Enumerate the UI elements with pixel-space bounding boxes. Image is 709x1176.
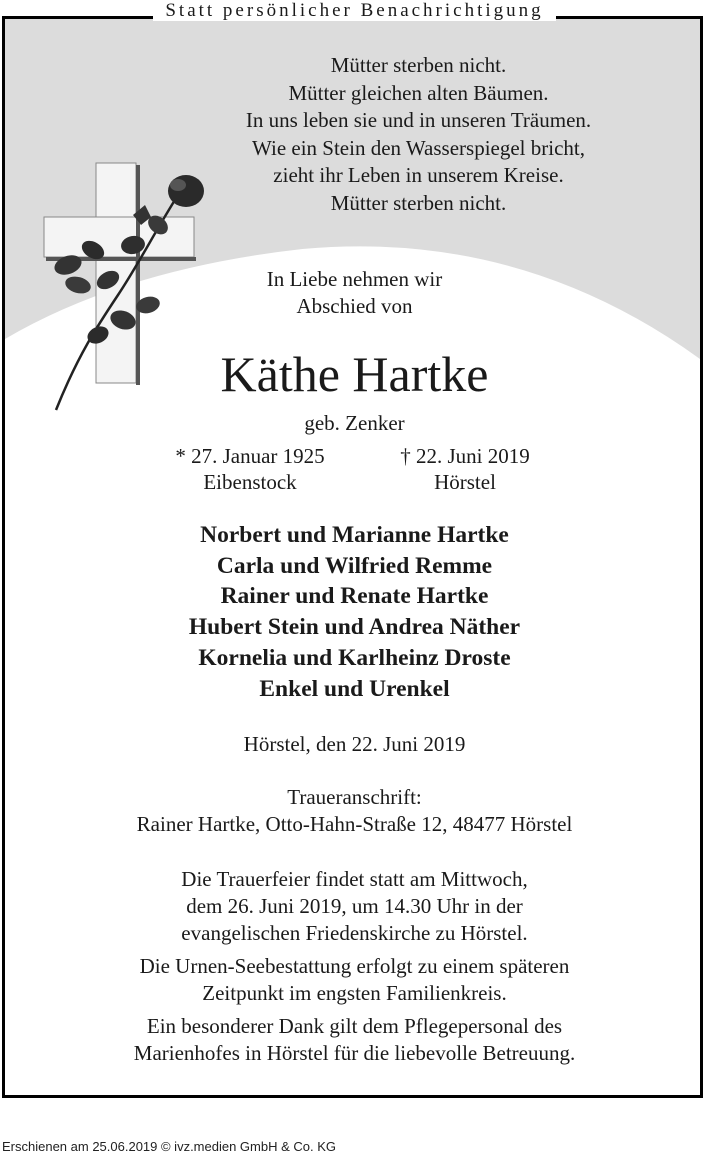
poem-line: Mütter gleichen alten Bäumen. xyxy=(288,80,549,105)
service-line: Ein besonderer Dank gilt dem Pflegepersonal des xyxy=(146,1014,563,1038)
family-line: Kornelia und Karlheinz Droste xyxy=(198,644,511,671)
family-line: Hubert Stein und Andrea Näther xyxy=(188,614,521,641)
service-line: Die Urnen-Seebestattung erfolgt zu einem späteren xyxy=(139,954,570,978)
service-line: Zeitpunkt im engsten Familienkreis. xyxy=(202,981,507,1005)
burial-paragraph xyxy=(0,953,709,1007)
family-list xyxy=(0,520,709,704)
death-date: † 22. Juni 2019 xyxy=(400,444,530,468)
poem-line: Wie ein Stein den Wasserspiegel bricht, xyxy=(252,135,585,160)
family-line: Rainer und Renate Hartke xyxy=(220,583,489,610)
address-line: Rainer Hartke, Otto-Hahn-Straße 12, 48477 Hörstel xyxy=(136,812,573,836)
birth-info xyxy=(150,443,350,495)
poem-line: In uns leben sie und in unseren Träumen. xyxy=(245,108,592,132)
header-title: Statt persönlicher Benachrichtigung xyxy=(0,0,709,22)
service-line: evangelischen Friedenskirche zu Hörstel. xyxy=(181,921,528,945)
poem-line: Mütter sterben nicht. xyxy=(330,53,507,77)
service-paragraph xyxy=(0,866,709,947)
family-line: Norbert und Marianne Hartke xyxy=(200,522,509,548)
death-place: Hörstel xyxy=(434,470,496,494)
thanks-paragraph xyxy=(0,1013,709,1067)
poem xyxy=(0,52,709,217)
service-line: dem 26. Juni 2019, um 14.30 Uhr in der xyxy=(186,894,523,918)
address-label: Traueranschrift: xyxy=(287,785,422,809)
family-line: Carla und Wilfried Remme xyxy=(216,552,493,579)
poem-line: zieht ihr Leben in unserem Kreise. xyxy=(273,163,564,187)
intro-line: Abschied von xyxy=(296,294,413,318)
family-line: Enkel und Urenkel xyxy=(259,675,450,702)
poem-line: Mütter sterben nicht. xyxy=(330,190,507,215)
service-info xyxy=(0,866,709,1067)
address xyxy=(0,784,709,838)
place-date: Hörstel, den 22. Juni 2019 xyxy=(243,732,466,756)
born-name: geb. Zenker xyxy=(304,411,405,435)
intro xyxy=(0,266,709,320)
publication-footer: Erschienen am 25.06.2019 © ivz.medien GmbH & Co. KG xyxy=(2,1139,337,1154)
service-line: Die Trauerfeier findet statt am Mittwoch, xyxy=(181,867,528,891)
birth-date: * 27. Januar 1925 xyxy=(175,444,325,468)
service-line: Marienhofes in Hörstel für die liebevolle Betreuung. xyxy=(133,1041,576,1065)
intro-line: In Liebe nehmen wir xyxy=(266,267,443,291)
deceased-name: Käthe Hartke xyxy=(220,346,489,402)
death-info xyxy=(370,443,560,495)
birth-place: Eibenstock xyxy=(203,470,297,494)
